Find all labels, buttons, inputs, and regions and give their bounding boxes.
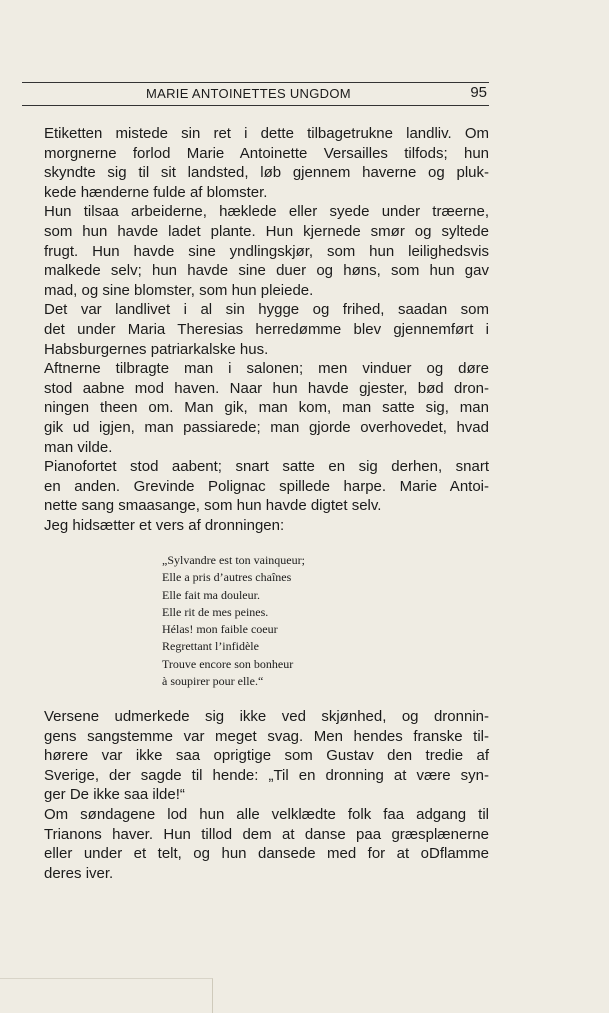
text-line: hørere var ikke saa oprigtige som Gustav den tredie af (44, 747, 489, 765)
text-line: kede hænderne fulde af blomster. (44, 183, 268, 201)
text-line: stod aabne mod haven. Naar hun havde gjester, bød dron- (44, 379, 489, 397)
poem-line: Trouve encore son bonheur (162, 656, 294, 671)
page-crease (0, 978, 213, 1013)
text-line: Pianofortet stod aabent; snart satte en sig derhen, snart (44, 458, 489, 476)
text-line: frugt. Hun havde sine yndlingskjør, som hun leilighedsvis (44, 242, 489, 260)
text-line: eller under et telt, og hun dansede med for at oDflamme (44, 845, 489, 863)
paragraph (22, 359, 489, 457)
text-line: nette sang smaasange, som hun havde digtet selv. (44, 497, 382, 515)
text-line: Habsburgernes patriarkalske hus. (44, 340, 269, 358)
text-line: Trianons haver. Hun tillod dem at danse paa græsplænerne (44, 825, 489, 843)
paragraph (22, 124, 489, 202)
paragraph (22, 202, 489, 300)
text-line: det under Maria Theresias herredømme blev gjennemført i (44, 320, 489, 338)
running-header (22, 82, 489, 106)
poem-verse (162, 552, 382, 690)
text-line: man vilde. (44, 438, 113, 456)
poem-line: Elle fait ma douleur. (162, 587, 260, 602)
text-line: Versene udmerkede sig ikke ved skjønhed, og dronnin- (44, 708, 489, 725)
text-line: Det var landlivet i al sin hygge og frihed, saadan som (44, 301, 489, 319)
paragraph (22, 707, 489, 805)
poem-line: Elle a pris d’autres chaînes (162, 570, 292, 585)
text-line: morgnerne forlod Marie Antoinette Versailles tilfods; hun (44, 144, 489, 162)
text-line: skyndte sig til sit landsted, løb gjennem haverne og pluk- (44, 164, 489, 182)
text-line: Sverige, der sagde til hende: „Til en dronning at være syn- (44, 766, 489, 784)
poem-line: Hélas! mon faible coeur (162, 622, 278, 637)
text-line: Aftnerne tilbragte man i salonen; men vinduer og døre (44, 360, 489, 378)
poem-line: à soupirer pour elle.“ (162, 674, 264, 689)
text-line: ningen theen om. Man gik, man kom, man satte sig, man (44, 399, 489, 417)
body-text-lower (22, 707, 489, 883)
page-number: 95 (470, 84, 487, 101)
running-title: MARIE ANTOINETTES UNGDOM (146, 86, 351, 101)
poem-line: „Sylvandre est ton vainqueur; (162, 553, 305, 567)
poem-line: Regrettant l’infidèle (162, 639, 259, 654)
text-line: mad, og sine blomster, som hun pleiede. (44, 281, 314, 299)
paragraph (22, 457, 489, 516)
text-line: gens sangstemme var meget svag. Men hendes franske til- (44, 727, 489, 745)
body-text-upper (22, 124, 489, 535)
text-line: gik ud igjen, man passiarede; man gjorde overhovedet, hvad (44, 418, 489, 436)
text-line: deres iver. (44, 864, 114, 882)
text-line: ger De ikke saa ilde!“ (44, 786, 185, 804)
text-line: en anden. Grevinde Polignac spillede harpe. Marie Antoi- (44, 477, 489, 495)
text-line: Hun tilsaa arbeiderne, hæklede eller syede under træerne, (44, 203, 489, 221)
text-line: malkede selv; hun havde sine duer og høns, som hun gav (44, 262, 489, 280)
text-line: Etiketten mistede sin ret i dette tilbagetrukne landliv. Om (44, 125, 489, 142)
text-line: som hun havde ladet plante. Hun kjernede smør og syltede (44, 222, 489, 240)
paragraph (22, 300, 489, 359)
text-line: Jeg hidsætter et vers af dronningen: (44, 516, 285, 534)
paragraph (22, 805, 489, 883)
text-line: Om søndagene lod hun alle velklædte folk faa adgang til (44, 805, 489, 823)
poem-line: Elle rit de mes peines. (162, 604, 269, 619)
paragraph (22, 516, 489, 536)
